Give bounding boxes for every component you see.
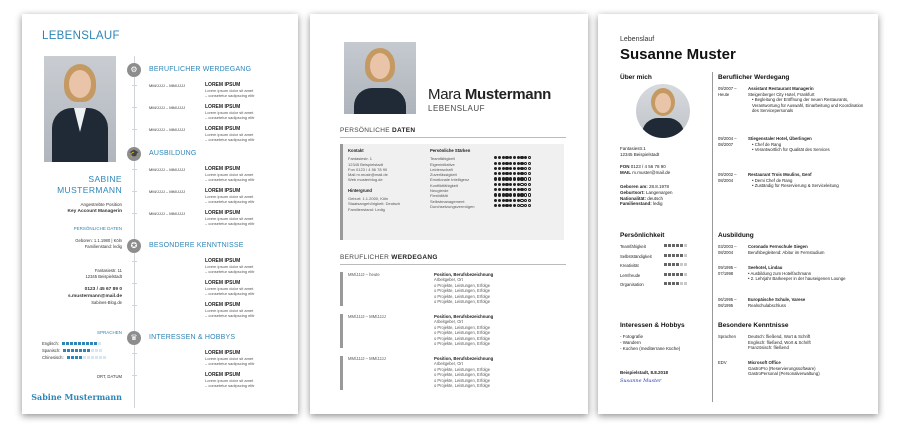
- entry-heading: LOREM IPSUM: [205, 126, 241, 132]
- education-title: Europäische Schule, Varese: [748, 297, 806, 302]
- skill-row: [620, 273, 687, 278]
- skill-label: Teamfähigkeit: [620, 244, 646, 249]
- position-label: Angestrebte Position: [80, 202, 122, 207]
- job-details: [434, 272, 493, 305]
- column-divider: [712, 72, 713, 402]
- job-title: Position, Berufsbezeichnung: [434, 272, 494, 277]
- job-dates: MM/JJJJ – MM/JJJJ: [348, 356, 386, 361]
- place-date: ORT, DATUM: [96, 374, 122, 379]
- job-date-line: 08/2004: [718, 177, 734, 183]
- education-dates: [718, 265, 748, 282]
- skill-rating: [664, 254, 687, 259]
- job-details: [434, 314, 493, 347]
- city: 12345 Beispielstadt: [85, 274, 122, 279]
- skill-label: Organisation: [620, 282, 644, 287]
- language-name: Spanisch:: [42, 348, 61, 353]
- skill-label: Lernfreude: [620, 272, 641, 278]
- birthplace-value: Langenargen: [646, 189, 673, 195]
- street: Fantasiestr. 11: [94, 268, 122, 273]
- family-label: Familienstand:: [620, 201, 652, 207]
- skill-row: [620, 282, 687, 287]
- personal-data-heading: PERSÖNLICHE DATEN: [73, 226, 122, 231]
- strength-rating: [494, 204, 531, 209]
- job-date-line: 09/2002 –: [718, 172, 737, 177]
- entry-text: Lorem ipsum dolor sit amet: [205, 172, 254, 177]
- accent-bar: [340, 356, 343, 390]
- entry-text: – consetetur sadipscing elitr: [205, 137, 255, 142]
- languages-label: Sprachen: [718, 334, 736, 339]
- entry-text: Lorem ipsum dolor sit amet: [205, 378, 254, 383]
- job-bullet: • Zuständig für Reservierung & Serviceleitung: [752, 183, 839, 189]
- divider: [340, 137, 566, 138]
- job-bullet: o Projekte, Leistungen, Erfolge: [434, 372, 490, 378]
- job-details: [748, 172, 866, 189]
- heading-bold: DATEN: [392, 127, 416, 134]
- last-name: Mustermann: [464, 86, 552, 103]
- job-title: Restaurant Trois Moulins, Genf: [748, 172, 812, 177]
- hobby-item: - Wandern: [620, 339, 641, 345]
- job-bullet: o Projekte, Leistungen, Erfolge: [434, 324, 490, 330]
- edv-values: [748, 360, 820, 377]
- entry-heading: LOREM IPSUM: [205, 188, 241, 194]
- strength-label: Leidenschaft: [430, 166, 453, 172]
- job-place: Steigenberger City Hotel, Frankfurt: [748, 91, 815, 97]
- job-bullet: o Projekte, Leistungen, Erfolge: [434, 366, 490, 372]
- timeline-tick: [132, 261, 137, 262]
- position-value: Key Account Managerin: [67, 209, 122, 214]
- job-title: Stiegenstaler Hotel, Überlingen: [748, 136, 812, 141]
- knowledge-heading: Besondere Kenntnisse: [718, 322, 789, 329]
- language-name: Englisch:: [42, 341, 59, 346]
- address: [620, 146, 659, 158]
- name-block: [26, 174, 122, 196]
- hobby-item: - Kochen (mediterrane Küche): [620, 345, 681, 351]
- contact-line: Fon 0123 / 4 56 78 90: [348, 166, 388, 172]
- education-dates: [718, 297, 748, 308]
- skill-rating: [664, 263, 687, 268]
- skill-row: [620, 254, 687, 259]
- entry-text: Lorem ipsum dolor sit amet: [205, 194, 254, 199]
- timeline-tick: [132, 191, 137, 192]
- street: Fantasiestr.1: [620, 146, 646, 151]
- edv-entry: [718, 360, 820, 377]
- job-date-line: 09/2007 –: [718, 86, 737, 91]
- section-title: BESONDERE KENNTNISSE: [149, 242, 244, 249]
- heading-light: PERSÖNLICHE: [340, 127, 390, 134]
- timeline-tick: [132, 283, 137, 284]
- position-block: [26, 202, 122, 215]
- resume-page-1: [22, 14, 298, 414]
- job-bullet: o Projekte, Leistungen, Erfolge: [434, 288, 490, 294]
- entry-details: [205, 302, 255, 318]
- background-heading: Hintergrund: [348, 187, 372, 193]
- timeline-tick: [132, 213, 137, 214]
- timeline-entry: [149, 126, 255, 142]
- nationality-value: deutsch: [647, 195, 664, 201]
- job-bullet: o Projekte, Leistungen, Erfolge: [434, 293, 490, 299]
- language-level-bar: [67, 356, 106, 359]
- education-date-line: 06/1995 –: [718, 297, 737, 302]
- education-dates: [718, 244, 748, 255]
- entry-text: – consetetur sadipscing elitr: [205, 93, 255, 98]
- entry-heading: LOREM IPSUM: [205, 302, 241, 308]
- entry-dates: [149, 350, 205, 366]
- education-details: [748, 265, 866, 282]
- entry-text: Lorem ipsum dolor sit amet: [205, 286, 254, 291]
- entry-text: – consetetur sadipscing elitr: [205, 269, 255, 274]
- education-date-line: 07/1998: [718, 270, 734, 276]
- entry-text: – consetetur sadipscing elitr: [205, 383, 255, 388]
- timeline-entry: [149, 188, 255, 204]
- accent-bar: [340, 144, 343, 240]
- education-date-line: 08/1995: [718, 302, 734, 308]
- language-line: Französisch: fließend: [748, 345, 789, 351]
- skill-row: [620, 263, 687, 268]
- signature: Sabine Mustermann: [31, 392, 122, 402]
- timeline-tick: [132, 375, 137, 376]
- strengths-list: [430, 156, 531, 209]
- education-entry: [718, 265, 866, 282]
- timeline-line: [134, 56, 135, 408]
- entry-heading: LOREM IPSUM: [205, 166, 241, 172]
- languages-heading: SPRACHEN: [96, 330, 122, 335]
- job-bullet: o Projekte, Leistungen, Erfolge: [434, 282, 490, 288]
- timeline-entry: [149, 258, 255, 274]
- job-entry: [348, 356, 493, 389]
- contact-column: [348, 148, 400, 212]
- nationality-label: Nationalität:: [620, 195, 647, 201]
- entry-text: – consetetur sadipscing elitr: [205, 313, 255, 318]
- entry-dates: MM/JJJJ – MM/JJJJ: [149, 189, 185, 194]
- contact-line: Mail m.mustr@mail.de: [348, 172, 388, 178]
- education-date-line: 03/2003 –: [718, 244, 737, 249]
- job-employer: Arbeitgeber, Ort: [434, 277, 463, 282]
- entry-dates: MM/JJJJ – MM/JJJJ: [149, 105, 185, 110]
- timeline-entry: [149, 372, 255, 388]
- job-date-line: 08/2007: [718, 141, 734, 147]
- job-details: [748, 86, 866, 114]
- entry-text: – consetetur sadipscing elitr: [205, 361, 255, 366]
- page-title: LEBENSLAUF: [42, 30, 120, 42]
- education-entry: [718, 297, 866, 308]
- entry-dates: [149, 302, 205, 318]
- heading-light: BERUFLICHER: [340, 254, 390, 261]
- background-line: Staatsangehörigkeit: Deutsch: [348, 201, 401, 207]
- strength-label: Konfliktfähigkeit: [430, 182, 459, 188]
- timeline-tick: [132, 353, 137, 354]
- background-lines: [348, 196, 400, 212]
- timeline-entry: [149, 166, 255, 182]
- website: Sabines-Blog.de: [91, 300, 122, 305]
- strength-label: Eigeninitiative: [430, 161, 455, 167]
- edv-line: Microsoft Office: [748, 360, 781, 365]
- job-title: Assistant Restaurant Managerin: [748, 86, 814, 91]
- job-bullet: • Verantwortlich für Qualität des Services: [752, 147, 830, 153]
- job-dates: [718, 86, 748, 114]
- section-title: INTERESSEN & HOBBYS: [149, 334, 236, 341]
- entry-details: [205, 280, 255, 296]
- job-bullet: o Projekte, Leistungen, Erfolge: [434, 299, 490, 305]
- entry-dates: MM/JJJJ – MM/JJJJ: [149, 83, 185, 88]
- job-entry: [718, 172, 866, 189]
- timeline-tick: [132, 305, 137, 306]
- education-title: Seehotel, Lindau: [748, 265, 783, 270]
- entry-dates: [149, 372, 205, 388]
- strength-label: Zuverlässigkeit: [430, 172, 457, 178]
- timeline-tick: [132, 169, 137, 170]
- skill-rating: [664, 282, 687, 287]
- birthplace-label: Geburtsort:: [620, 189, 645, 195]
- job-dates: MM/JJJJ – heute: [348, 272, 380, 277]
- entry-details: [205, 126, 255, 142]
- strength-label: Selbstmanagement: [430, 198, 465, 204]
- personal-data-heading: [340, 127, 415, 134]
- phone: 0123 / 45 67 89 0: [84, 287, 122, 292]
- entry-heading: LOREM IPSUM: [205, 258, 241, 264]
- entry-text: Lorem ipsum dolor sit amet: [205, 264, 254, 269]
- timeline-entry: [149, 210, 255, 226]
- entry-text: Lorem ipsum dolor sit amet: [205, 308, 254, 313]
- timeline-entry: [149, 350, 255, 366]
- contact-line: Web musterblog.de: [348, 177, 383, 183]
- section-title: AUSBILDUNG: [149, 150, 197, 157]
- job-bullet: • Chef de Rang: [752, 141, 782, 147]
- strength-label: Emotionale Intelligenz: [430, 177, 470, 183]
- job-bullet: • Begleitung der Eröffnung der neuen Restaurants, Verantwortung für Auswahl, Einarbeitung und Koordination des Servicepersonals: [752, 97, 864, 114]
- entry-text: Lorem ipsum dolor sit amet: [205, 88, 254, 93]
- job-title: Position, Berufsbezeichnung: [434, 356, 494, 361]
- born-label: Geboren am:: [620, 184, 648, 189]
- phone: 0123 / 4 56 78 90: [630, 164, 666, 169]
- entry-heading: LOREM IPSUM: [205, 210, 241, 216]
- mail-label: MAIL: [620, 169, 631, 175]
- phone-label: FON: [620, 164, 630, 169]
- language-row: [42, 348, 102, 353]
- resume-page-3: [598, 14, 878, 414]
- strength-label: Durchsetzungsvermögen: [430, 203, 475, 209]
- entry-dates: MM/JJJJ – MM/JJJJ: [149, 167, 185, 172]
- entry-details: [205, 82, 255, 98]
- heading-bold: WERDEGANG: [391, 254, 438, 261]
- job-entry: [718, 136, 866, 153]
- skill-rating: [664, 273, 687, 278]
- edv-label: EDV: [718, 360, 727, 365]
- job-bullet: o Projekte, Leistungen, Erfolge: [434, 383, 490, 389]
- background-line: Familienstand: Ledig: [348, 206, 385, 212]
- city: 12345 Beispielstadt: [620, 151, 660, 157]
- hobby-list: [620, 334, 680, 351]
- resume-page-2: [310, 14, 588, 414]
- entry-dates: [149, 258, 205, 274]
- crown-icon: ♛: [127, 331, 141, 345]
- profile-photo: [44, 56, 116, 162]
- email: s.mustermann@mail.de: [68, 294, 122, 299]
- job-entry: [348, 272, 493, 305]
- education-title: Coronado Fernschule Siegen: [748, 244, 808, 249]
- job-bullet: o Projekte, Leistungen, Erfolge: [434, 377, 490, 383]
- entry-text: Lorem ipsum dolor sit amet: [205, 110, 254, 115]
- education-line: • Ausbildung zum Hotelfachmann: [748, 270, 812, 276]
- skill-row: [620, 244, 687, 249]
- personality-heading: Persönlichkeit: [620, 232, 665, 239]
- award-icon: ✪: [127, 239, 141, 253]
- education-date-line: 09/1995 –: [718, 265, 737, 270]
- job-entry: [348, 314, 493, 347]
- timeline-entry: [149, 82, 255, 98]
- education-line: Berufsbegleitend: Abitur im Fernstudium: [748, 249, 825, 255]
- career-heading: [340, 254, 438, 261]
- contact-info: [620, 164, 670, 176]
- job-dates: MM/JJJJ – MM/JJJJ: [348, 314, 386, 319]
- strengths-heading: Persönliche Stärken: [430, 148, 471, 153]
- entry-dates: [149, 280, 205, 296]
- entry-heading: LOREM IPSUM: [205, 372, 241, 378]
- job-dates: [718, 136, 748, 153]
- job-date-line: Heute: [718, 91, 730, 97]
- last-name: MUSTERMANN: [57, 185, 122, 195]
- contact-lines: [348, 156, 400, 182]
- birth-info: Geboren: 1.1.1980 | Köln: [75, 238, 122, 243]
- job-bullet: o Projekte, Leistungen, Erfolge: [434, 335, 490, 341]
- gear-icon: ⚙: [127, 63, 141, 77]
- entry-details: [205, 188, 255, 204]
- personal-data: [26, 238, 122, 250]
- entry-dates: MM/JJJJ – MM/JJJJ: [149, 127, 185, 132]
- entry-text: – consetetur sadipscing elitr: [205, 291, 255, 296]
- personal-facts: [620, 184, 673, 207]
- full-name: Susanne Muster: [620, 46, 736, 63]
- entry-dates: MM/JJJJ – MM/JJJJ: [149, 211, 185, 216]
- language-row: [42, 355, 106, 360]
- job-entry: [718, 86, 866, 114]
- entry-text: Lorem ipsum dolor sit amet: [205, 356, 254, 361]
- job-bullet: o Projekte, Leistungen, Erfolge: [434, 341, 490, 347]
- entry-details: [205, 258, 255, 274]
- edv-line: GastroPersonal (Personalverwaltung): [748, 371, 820, 377]
- job-bullet: o Projekte, Leistungen, Erfolge: [434, 330, 490, 336]
- doc-label: Lebenslauf: [620, 36, 655, 43]
- job-details: [434, 356, 493, 389]
- hobbies-heading: Interessen & Hobbys: [620, 322, 685, 329]
- education-entry: [718, 244, 866, 255]
- education-date-line: 08/2004: [718, 249, 734, 255]
- signature: Susanne Muster: [620, 378, 662, 384]
- entry-heading: LOREM IPSUM: [205, 280, 241, 286]
- edv-line: GastroPro (Reservierungssoftware): [748, 365, 816, 371]
- first-name: Mara: [428, 86, 461, 103]
- entry-text: Lorem ipsum dolor sit amet: [205, 132, 254, 137]
- entry-text: – consetetur sadipscing elitr: [205, 177, 255, 182]
- place-date-text: Beispielstadt, 8.8.2018: [620, 370, 669, 375]
- hobby-item: - Fotografie: [620, 334, 644, 339]
- language-line: Englisch: fließend, Wort & Schrift: [748, 339, 811, 345]
- entry-heading: LOREM IPSUM: [205, 350, 241, 356]
- entry-details: [205, 210, 255, 226]
- background-line: Geburt: 1.1.2000, Köln: [348, 196, 389, 202]
- education-line: • 2. Lehrjahr Barkeeper in der hauseigenen Lounge: [748, 276, 846, 282]
- strength-label: Neugierde: [430, 188, 449, 194]
- email: m.muster@mail.de: [632, 169, 671, 175]
- timeline-entry: [149, 104, 255, 120]
- entry-details: [205, 104, 255, 120]
- languages-values: [748, 334, 811, 351]
- entry-text: – consetetur sadipscing elitr: [205, 221, 255, 226]
- job-title: Position, Berufsbezeichnung: [434, 314, 494, 319]
- job-dates: [718, 172, 748, 189]
- education-line: Realschulabschluss: [748, 302, 786, 308]
- job-date-line: 09/2004 –: [718, 136, 737, 141]
- strength-row: [430, 204, 531, 209]
- first-name: SABINE: [88, 174, 122, 184]
- skill-label: Kreativität: [620, 263, 639, 268]
- subtitle: LEBENSLAUF: [428, 104, 486, 113]
- accent-bar: [340, 314, 343, 348]
- entry-heading: LOREM IPSUM: [205, 82, 241, 88]
- entry-details: [205, 166, 255, 182]
- skill-rating: [664, 244, 687, 249]
- full-name: [428, 86, 551, 103]
- education-heading: Ausbildung: [718, 232, 754, 239]
- timeline-tick: [132, 129, 137, 130]
- job-details: [748, 136, 866, 153]
- contact-line: Fantasiestr. 1: [348, 156, 373, 162]
- strengths-column: [430, 148, 531, 209]
- timeline-tick: [132, 107, 137, 108]
- graduation-cap-icon: 🎓: [127, 147, 141, 161]
- place-date: [620, 370, 668, 376]
- career-heading: Beruflicher Werdegang: [718, 74, 790, 81]
- strength-label: Teamfähigkeit: [430, 156, 455, 162]
- timeline-entry: [149, 280, 255, 296]
- job-bullet: • Demi Chef de Rang: [752, 177, 793, 183]
- job-employer: Arbeitgeber, Ort: [434, 361, 463, 366]
- family-value: ledig: [653, 201, 663, 207]
- entry-text: – consetetur sadipscing elitr: [205, 199, 255, 204]
- contact-line: 12345 Beispielstadt: [348, 161, 383, 167]
- profile-photo: [636, 84, 690, 138]
- section-title: BERUFLICHER WERDEGANG: [149, 66, 252, 73]
- language-level-bar: [62, 342, 101, 345]
- address: [26, 268, 122, 280]
- about-heading: Über mich: [620, 74, 652, 81]
- profile-photo: [344, 42, 416, 114]
- timeline-entry: [149, 302, 255, 318]
- language-level-bar: [63, 349, 102, 352]
- entry-text: Lorem ipsum dolor sit amet: [205, 216, 254, 221]
- education-details: [748, 244, 866, 255]
- entry-details: [205, 372, 255, 388]
- contact-heading: Kontakt: [348, 148, 364, 153]
- entry-heading: LOREM IPSUM: [205, 104, 241, 110]
- languages-entry: [718, 334, 811, 351]
- job-employer: Arbeitgeber, Ort: [434, 319, 463, 324]
- language-row: [42, 341, 101, 346]
- education-details: [748, 297, 866, 308]
- language-line: Deutsch: fließend, Wort & Schrift: [748, 334, 811, 339]
- timeline-tick: [132, 85, 137, 86]
- entry-text: – consetetur sadipscing elitr: [205, 115, 255, 120]
- strength-label: Flexibilität: [430, 193, 448, 199]
- skill-label: Selbstständigkeit: [620, 253, 652, 259]
- accent-bar: [340, 272, 343, 306]
- family-status: Familienstand: ledig: [84, 244, 122, 249]
- divider: [340, 264, 566, 265]
- entry-details: [205, 350, 255, 366]
- contact-info: [26, 286, 122, 306]
- language-name: Chinesisch:: [42, 355, 64, 360]
- born-value: 28.8.1978: [649, 184, 670, 189]
